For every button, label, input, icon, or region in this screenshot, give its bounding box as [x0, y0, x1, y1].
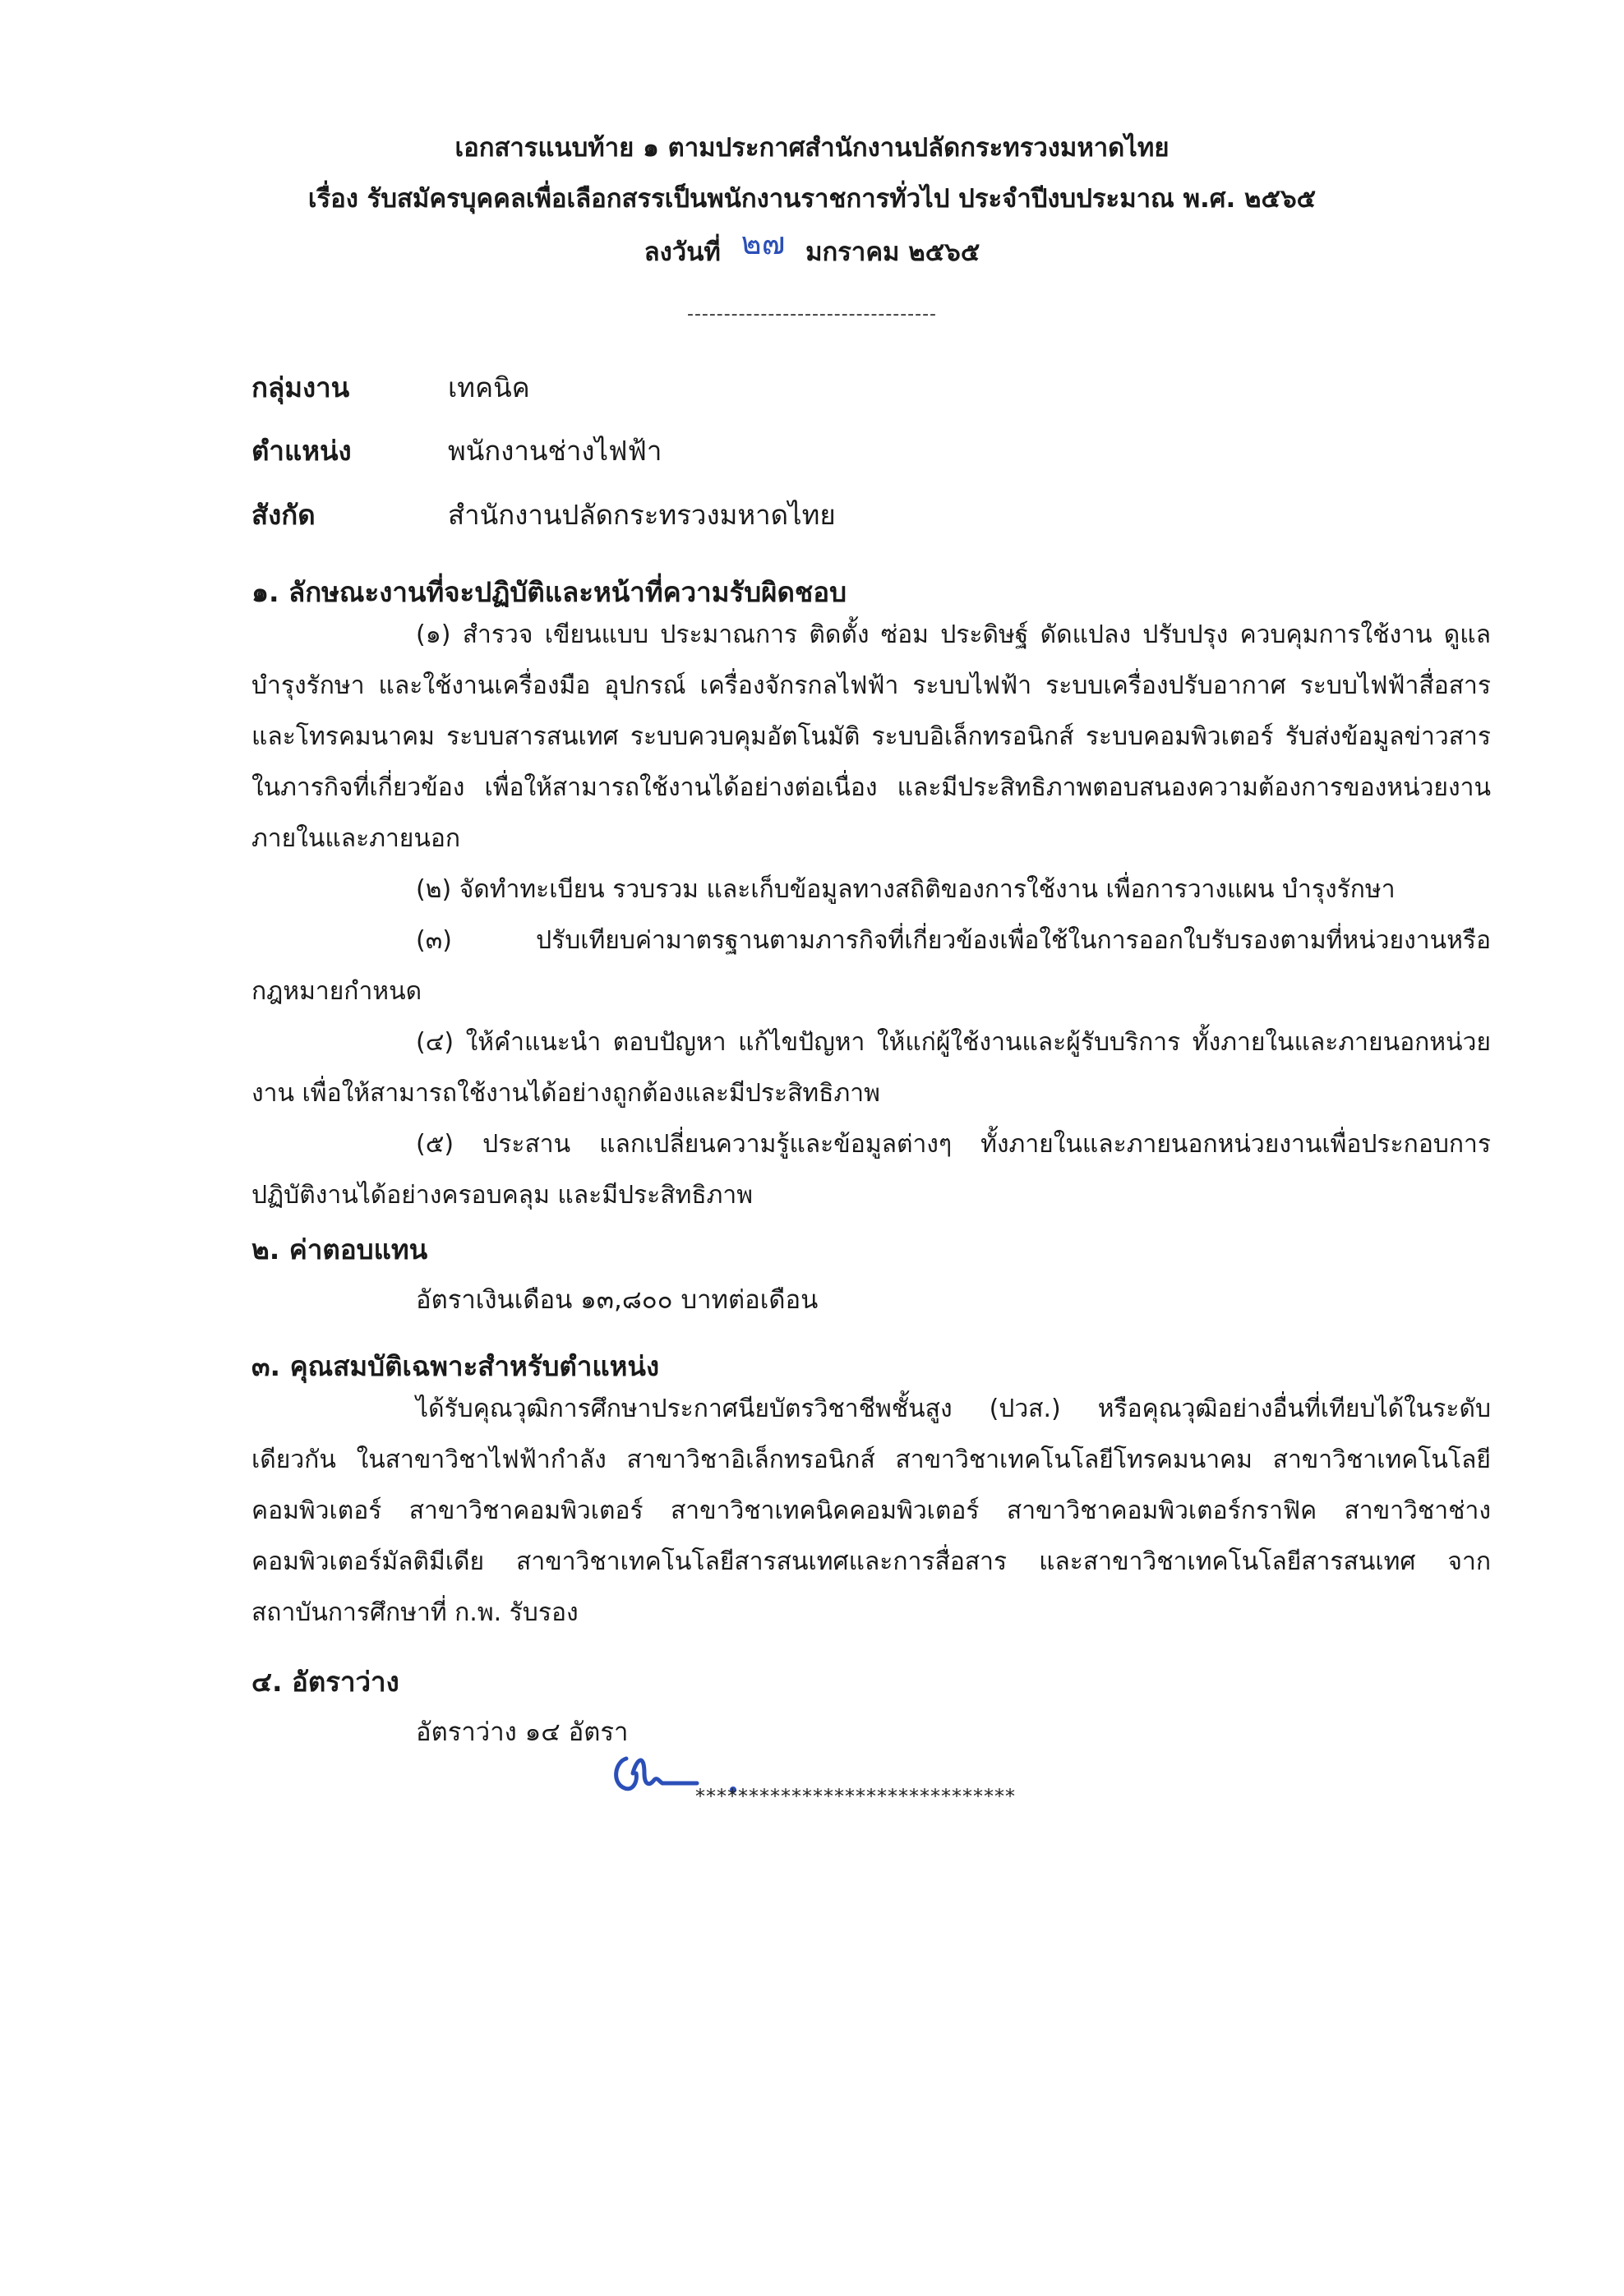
closing-asterisks: ******************************	[695, 1785, 1016, 1808]
field-label-department: สังกัด	[251, 499, 316, 531]
date-day-handwritten: ๒๗	[740, 225, 786, 261]
doc-title-line1: เอกสารแนบท้าย ๑ ตามประกาศสำนักงานปลัดกระทรวงมหาดไทย	[454, 133, 1170, 163]
doc-title-line2: เรื่อง รับสมัครบุคคลเพื่อเลือกสรรเป็นพนักงานราชการทั่วไป ประจำปีงบประมาณ พ.ศ. ๒๕๖๕	[307, 184, 1317, 214]
field-value-position: พนักงานช่างไฟฟ้า	[448, 435, 662, 467]
header-separator: ----------------------------------	[687, 304, 937, 325]
field-value-group: เทคนิค	[448, 371, 530, 403]
date-prefix: ลงวันที่	[644, 237, 721, 267]
section-1-item-3: (๓) ปรับเทียบค่ามาตรฐานตามภารกิจที่เกี่ยวข้องเพื่อใช้ในการออกใบรับรองตามที่หน่วยงานหรือกฎหมายกำหนด	[251, 926, 1491, 1006]
field-label-position: ตำแหน่ง	[251, 435, 352, 467]
vacancy-text: อัตราว่าง ๑๔ อัตรา	[416, 1717, 629, 1747]
section-1-item-5: (๕) ประสาน แลกเปลี่ยนความรู้และข้อมูลต่างๆ ทั้งภายในและภายนอกหน่วยงานเพื่อประกอบการปฏิบัติงานได้อย่างครอบคลุม และมีประสิทธิภาพ	[251, 1130, 1491, 1210]
salary-text: อัตราเงินเดือน ๑๓,๘๐๐ บาทต่อเดือน	[416, 1285, 819, 1315]
section-1-item-4: (๔) ให้คำแนะนำ ตอบปัญหา แก้ไขปัญหา ให้แก่ผู้ใช้งานและผู้รับบริการ ทั้งภายในและภายนอกหน่วยงาน เพื่อให้สามารถใช้งานได้อย่างถูกต้องและมีประสิทธิภาพ	[251, 1028, 1491, 1108]
field-label-group: กลุ่มงาน	[251, 371, 350, 403]
section-1-title: ๑. ลักษณะงานที่จะปฏิบัติและหน้าที่ความรับผิดชอบ	[251, 576, 847, 608]
field-value-department: สำนักงานปลัดกระทรวงมหาดไทย	[448, 499, 836, 531]
doc-date-line	[0, 225, 1624, 269]
section-1-item-2: (๒) จัดทำทะเบียน รวบรวม และเก็บข้อมูลทางสถิติของการใช้งาน เพื่อการวางแผน บำรุงรักษา	[416, 875, 1396, 904]
section-2-title: ๒. ค่าตอบแทน	[251, 1233, 428, 1266]
section-3-title: ๓. คุณสมบัติเฉพาะสำหรับตำแหน่ง	[251, 1350, 660, 1382]
section-1-item-1: (๑) สำรวจ เขียนแบบ ประมาณการ ติดตั้ง ซ่อม ประดิษฐ์ ดัดแปลง ปรับปรุง ควบคุมการใช้งาน ดูแล บำรุงรักษา และใช้งานเครื่องมือ อุปกรณ์ เครื่องจักรกลไฟฟ้า ระบบไฟฟ้า ระบบเครื่องปรับอากาศ ระบบไฟฟ้าสื่อสารและโทรคมนาคม ระบบสารสนเทศ ระบบควบคุมอัตโนมัติ ระบบอิเล็กทรอนิกส์ ระบบคอมพิวเตอร์ รับส่งข้อมูลข่าวสารในภารกิจที่เกี่ยวข้อง เพื่อให้สามารถใช้งานได้อย่างต่อเนื่อง และมีประสิทธิภาพตอบสนองความต้องการของหน่วยงานภายในและภายนอก	[251, 620, 1491, 853]
date-rest: มกราคม ๒๕๖๕	[805, 237, 980, 267]
qualification-text: ได้รับคุณวุฒิการศึกษาประกาศนียบัตรวิชาชีพชั้นสูง (ปวส.) หรือคุณวุฒิอย่างอื่นที่เทียบได้ในระดับเดียวกัน ในสาขาวิชาไฟฟ้ากำลัง สาขาวิชาอิเล็กทรอนิกส์ สาขาวิชาเทคโนโลยีโทรคมนาคม สาขาวิชาเทคโนโลยีคอมพิวเตอร์ สาขาวิชาคอมพิวเตอร์ สาขาวิชาเทคนิคคอมพิวเตอร์ สาขาวิชาคอมพิวเตอร์กราฟิค สาขาวิชาช่างคอมพิวเตอร์มัลติมีเดีย สาขาวิชาเทคโนโลยีสารสนเทศและการสื่อสาร และสาขาวิชาเทคโนโลยีสารสนเทศ จากสถาบันการศึกษาที่ ก.พ. รับรอง	[251, 1395, 1491, 1627]
section-4-title: ๔. อัตราว่าง	[251, 1666, 399, 1698]
